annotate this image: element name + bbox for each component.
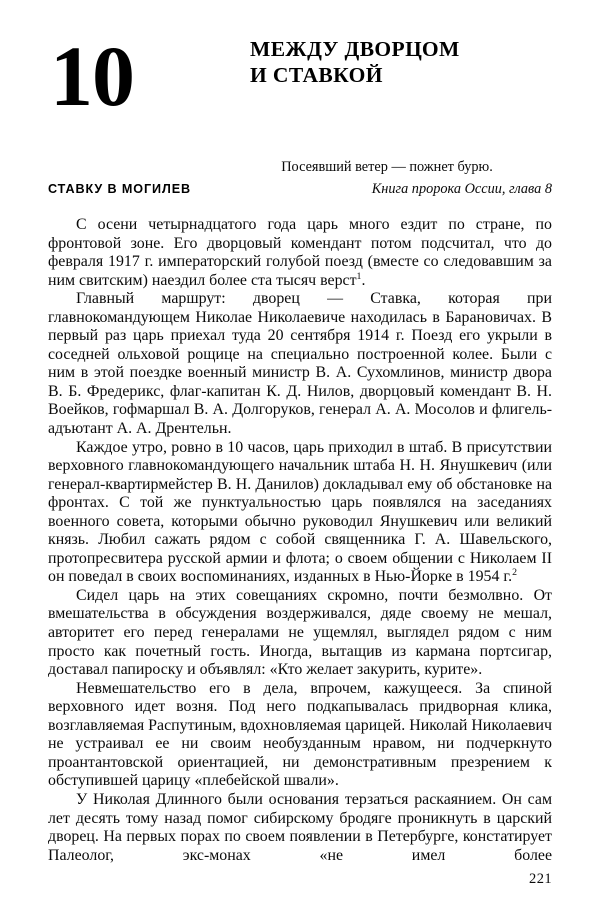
epigraph-source: Книга пророка Оссии, глава 8 <box>371 181 552 197</box>
epigraph-text: Посеявший ветер — пожнет бурю. <box>281 159 493 175</box>
paragraph-1-tail: . <box>361 271 366 289</box>
paragraph-1 <box>48 216 552 290</box>
paragraph-6: У Николая Длинного были основания терзаться раскаянием. Он сам лет десять тому назад помог сибирскому бродяге проникнуть в царский дворец. На первых порах по своем появлении в Петербурге, констатирует Палеолог, экс-монах «не имел более <box>48 790 552 864</box>
chapter-title-line-1: МЕЖДУ ДВОРЦОМ <box>250 37 460 61</box>
epigraph-block <box>48 158 552 204</box>
footnote-marker-1: 1 <box>356 270 362 282</box>
chapter-title-line-2: И СТАВКОЙ <box>250 63 383 87</box>
footnote-marker-2: 2 <box>512 567 518 579</box>
chapter-title <box>250 36 550 88</box>
page-number: 221 <box>529 871 552 887</box>
paragraph-5: Невмешательство его в дела, впрочем, кажущееся. За спиной верховного идет возня. Под него подкапывалась придворная клика, возглавляемая Распутиным, вдохновляемая царицей. Николай Николаевич не устраивал ее ни своим необузданным нравом, ни подчеркнуто проантантовской ориентацией, ни демонстративным презрением к обступившей царицу «плебейской швали». <box>48 679 552 790</box>
chapter-heading <box>48 28 552 138</box>
chapter-number: 10 <box>50 28 134 124</box>
paragraph-2: Главный маршрут: дворец — Ставка, которая при главнокомандующем Николае Николаевиче находилась в Барановичах. В первый раз царь приехал туда 20 сентября 1914 г. Поезд его укрыли в соседней ольховой рощице на специально построенной колее. Были с ним в этой поездке военный министр В. А. Сухомлинов, министр двора В. Б. Фредерикс, флаг-капитан К. Д. Нилов, дворцовый комендант В. Н. Воейков, гофмаршал В. А. Долгоруков, генерал А. А. Мосолов и флигель-адъютант А. А. Дрентельн. <box>48 290 552 438</box>
section-heading: СТАВКУ В МОГИЛЕВ <box>48 182 192 196</box>
paragraph-1-text: С осени четырнадцатого года царь много ездит по стране, по фронтовой зоне. Его дворцовый комендант потом подсчитал, что до февраля 1917 г. императорский голубой поезд (вместе со следовавшим за ним свитским) наездил более ста тысяч верст <box>48 216 552 289</box>
body-text <box>48 216 552 884</box>
paragraph-3 <box>48 439 552 587</box>
paragraph-3-text: Каждое утро, ровно в 10 часов, царь приходил в штаб. В присутствии верховного главнокомандующего начальник штаба Н. Н. Янушкевич (или генерал-квартирмейстер В. Н. Данилов) докладывал ему об обстановке на фронтах. С той же пунктуальностью царь появлялся на заседаниях военного совета, которыми обычно руководил Янушкевич или великий князь. Любил сажать рядом с собой священника Г. А. Шавельского, протопресвитера русской армии и флота; о своем общении с Николаем II он поведал в своих воспоминаниях, изданных в Нью-Йорке в 1954 г. <box>48 438 552 586</box>
paragraph-4: Сидел царь на этих совещаниях скромно, почти безмолвно. От вмешательства в обсуждения воздерживался, дяде своему не мешал, авторитет его перед генералами не ущемлял, выглядел рядом с ним просто как почетный гость. Иногда, вытащив из кармана портсигар, доставал папироску и объявлял: «Кто желает закурить, курите». <box>48 586 552 679</box>
